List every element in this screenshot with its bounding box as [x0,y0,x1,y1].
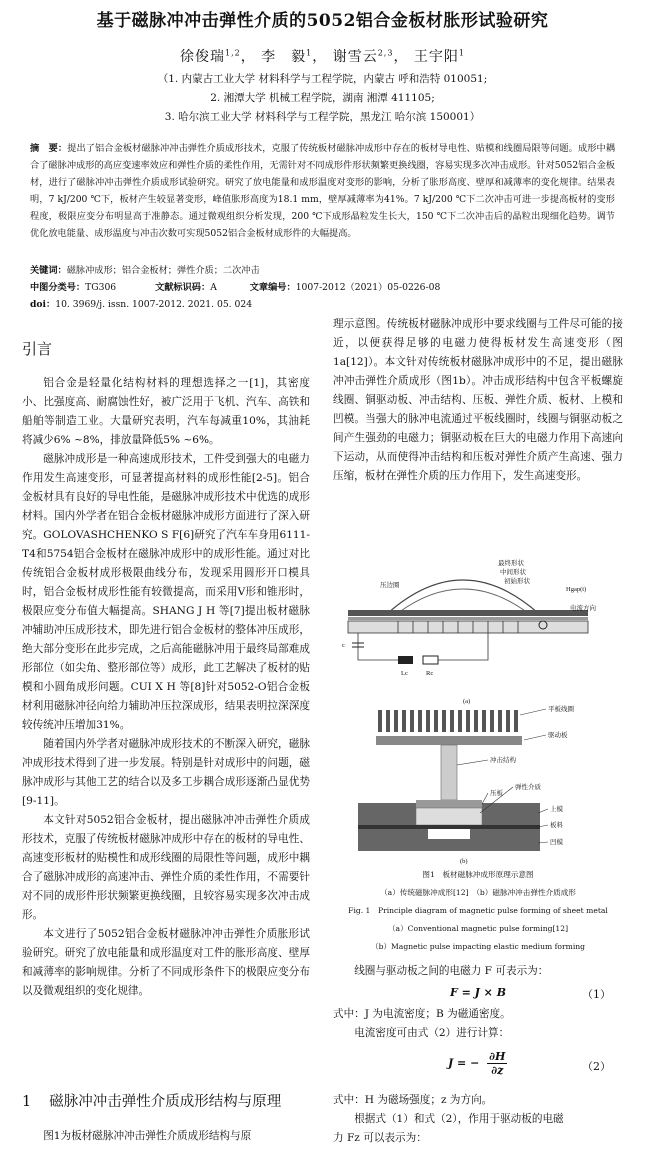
svg-text:(b): (b) [460,858,468,865]
keywords: 关键词：磁脉冲成形；铝合金板材；弹性介质；二次冲击 [30,265,260,276]
paragraph: 理示意图。传统板材磁脉冲成形中要求线圈与工件尽可能的接近，以便获得足够的电磁力使得板材发生高速变形（图1a[12]）。本文针对传统板材磁脉冲成形中的不足，提出磁脉冲冲击弹性介质成形（图1b）。冲击成形结构中包含平板螺旋线圈、铜驱动板、冲击结构、压板、弹性介质、板材、上模和凹模。当强大的脉冲电流通过平板线圈时，线圈与铜驱动板之间产生强劲的电磁力；铜驱动板在巨大的电磁力作用下高速向下运动，从而使得冲击结构和压板对弹性介质产生高速、强力压缩，板材在弹性介质的压力作用下，发生高速变形。 [333,318,623,482]
author: 谢雪云$^{2,3}$ [332,48,394,65]
svg-text:驱动板: 驱动板 [548,732,568,739]
left-column [22,374,310,1001]
section1-text: 图1为板材磁脉冲冲击弹性介质成形结构与原 [43,1130,252,1142]
svg-text:凹模: 凹模 [550,839,563,846]
final-line: 力 Fz 可以表示为： [333,1132,427,1144]
author: 徐俊瑞$^{1,2}$ [179,48,241,65]
paragraph: 本文针对5052铝合金板材，提出磁脉冲冲击弹性介质成形技术，克服了传统板材磁脉冲成形中存在的板材的导电性、高速变形板材的贴模性和成形线圈的局限性等问题，成形中耦合了磁脉冲成形的高速冲击、弹性介质的柔性作用，不需要针对不同的成形件形状频繁更换线圈，且较容易实现多次冲击成形。 [22,814,310,921]
final-line: 根据式（1）和式（2），作用于驱动板的电磁 [354,1113,564,1125]
svg-text:弹性介质: 弹性介质 [515,784,541,791]
figure-1a [342,558,597,705]
svg-text:上模: 上模 [550,806,563,813]
svg-text:板料: 板料 [550,822,563,829]
svg-text:压边圈: 压边圈 [380,582,400,589]
svg-text:Lc: Lc [401,670,408,677]
coil [348,621,588,633]
caption-en-b: （b）Magnetic pulse impacting elastic medium forming [370,942,586,951]
eq-intro: 线圈与驱动板之间的电磁力 F 可表示为： [354,965,549,977]
doi: doi：10. 3969/j. issn. 1007-2012. 2021. 05. 024 [30,299,253,310]
elastic-medium [416,808,482,825]
svg-text:初始形状: 初始形状 [504,578,530,585]
svg-text:中间形状: 中间形状 [500,569,526,576]
caption-en-a: （a）Conventional magnetic pulse forming[12] [387,924,569,933]
paragraph: 本文进行了5052铝合金板材磁脉冲冲击弹性介质胀形试验研究。研究了放电能量和成形温度对工件的胀形高度、壁厚和减薄率的影响规律。分析了不同成形条件下的极限应变分布以及微观组织的变化规律。 [22,928,310,997]
author: 王宇阳$^1$ [413,48,465,65]
section-heading: 1 磁脉冲冲击弹性介质成形结构与原理 [22,1094,282,1110]
svg-text:Rc: Rc [426,670,434,677]
caption-cn: 图1 板材磁脉冲成形原理示意图 [422,870,534,879]
svg-text:(a): (a) [463,698,471,705]
driver-plate [376,736,522,745]
affiliations [0,70,645,127]
affiliation: 3. 哈尔滨工业大学 材料科学与工程学院，黑龙江 哈尔滨 150001） [164,111,481,123]
abstract [30,140,615,242]
resistor [423,656,438,664]
paragraph: 磁脉冲成形是一种高速成形技术，工件受到强大的电磁力作用发生高速变形，可显著提高材料的成形性能[2-5]。铝合金板材具有良好的导电性能，是磁脉冲成形技术中优选的成形材料。国内外学者在铝合金板材磁脉冲成形方面进行了深入研究。GOLOVASHCHENKO S F[6]研究了汽车车身用6111-T4和5754铝合金板材在磁脉冲成形中的成形性能。通过对比传统铝合金板材成形极限曲线分布，发现采用圆形开口模具时，铝合金板材成形性能有较微提高，而采用V形和锥形时，极限应变分布值大幅提高。SHANG J H 等[7]提出板材磁脉冲辅助冲压成形技术，即先进行铝合金板材的整体冲压成形，绝大部分变形在此步完成，之后高能磁脉冲用于最终局部难成形部位（如尖角、整形部位等）成形，此工艺解决了板材的贴模和小圆角成形问题。CUI X H 等[8]针对5052-O铝合金板材利用磁脉冲径向给力辅助冲压拉深成形，结果表明拉深深度较传统冲压增加31%。 [22,453,310,731]
caption-en: Fig. 1 Principle diagram of magnetic pulse forming of sheet metal [348,906,608,915]
abstract-label: 摘 要： [30,143,68,154]
author-list: 徐俊瑞$^{1,2}$， 李 毅$^1$， 谢雪云$^{2,3}$， 王宇阳$^1$ [179,48,465,65]
upper-die-right [482,803,540,825]
blank-holder [348,610,588,616]
svg-text:冲击结构: 冲击结构 [490,757,516,764]
right-column [333,315,623,486]
equation-1: F = J × B （1） [449,986,611,1001]
eq2-intro: 电流密度可由式（2）进行计算： [354,1027,510,1039]
impact-structure [441,745,457,800]
sheet-metal [358,825,540,829]
figure-caption [333,866,623,956]
inductor [398,656,413,664]
paragraph: 铝合金是轻量化结构材料的理想选择之一[1]，其密度小、比强度高、耐腐蚀性好，被广泛用于飞机、汽车、高铁和船舶等制造工业。大量研究表明，汽车每减重10%，其油耗将减少6% ~8%，排放量降低5% ~6%。 [22,377,310,446]
equation-2: J = − $\frac{\partial H}{\partial z}$ （2） [448,1050,611,1077]
upper-die-left [358,803,416,825]
figure-1b [358,704,575,865]
press-plate [416,800,482,808]
eq1-where: 式中：J 为电流密度；B 为磁通密度。 [333,1008,511,1020]
affiliation: （1. 内蒙古工业大学 材料科学与工程学院，内蒙古 呼和浩特 010051; [157,73,488,85]
svg-text:平板线圈: 平板线圈 [548,706,574,713]
author: 李 毅$^1$ [261,48,313,65]
eq2-where: 式中：H 为磁场强度；z 为方向。 [333,1094,493,1106]
sheet [348,617,588,620]
classification: 中图分类号：TG306 文献标识码：A 文章编号：1007-2012（2021）05-0226-08 [30,282,441,293]
figure-1 [338,555,618,865]
affiliation: 2. 湘潭大学 机械工程学院，湖南 湘潭 411105; [210,92,435,104]
caption-cn-sub: （a）传统磁脉冲成形[12] （b）磁脉冲冲击弹性介质成形 [380,888,576,897]
svg-text:压板: 压板 [490,790,503,797]
svg-text:Hgap(t): Hgap(t) [566,586,587,593]
svg-text:c: c [342,642,345,649]
lower-die [358,829,540,851]
paragraph: 随着国内外学者对磁脉冲成形技术的不断深入研究，磁脉冲成形技术得到了进一步发展。特别是针对成形中的问题，磁脉冲成形与其他工艺的结合以及多工步耦合成形逐渐凸显优势[9-11]。 [22,738,310,807]
abstract-text: 提出了铝合金板材磁脉冲冲击弹性介质成形技术，克服了传统板材磁脉冲成形中存在的板材导电性、贴模和线圈局限等问题。成形中耦合了磁脉冲成形的高应变速率效应和弹性介质的柔性作用，无需针对不同成形件形状频繁更换线圈，容易实现多次冲击成形。针对5052铝合金板材，进行了磁脉冲冲击弹性介质成形试验研究。研究了放电能量和成形温度对变形的影响，分析了胀形高度、壁厚和减薄率的变化规律。结果表明，7 kJ/200 ℃下，板材产生较显著变形，峰值胀形高度为18.1 mm，壁厚减薄率为41%。7 kJ/200 ℃下二次冲击可进一步提高板材的变形程度，极限应变分布明显高于准静态。通过微观组织分析发现，200 ℃下成形晶粒发生长大，150 ℃下二次冲击后的晶粒出现细化趋势。调节优化放电能量、成形温度与冲击次数可实现5052铝合金板材成形件的大幅提高。 [30,143,616,239]
svg-text:电流方向: 电流方向 [570,605,596,612]
intro-heading: 引言 [22,340,53,358]
svg-text:最终形状: 最终形状 [498,560,524,567]
paper-title: 基于磁脉冲冲击弹性介质的5052铝合金板材胀形试验研究 [96,11,549,31]
